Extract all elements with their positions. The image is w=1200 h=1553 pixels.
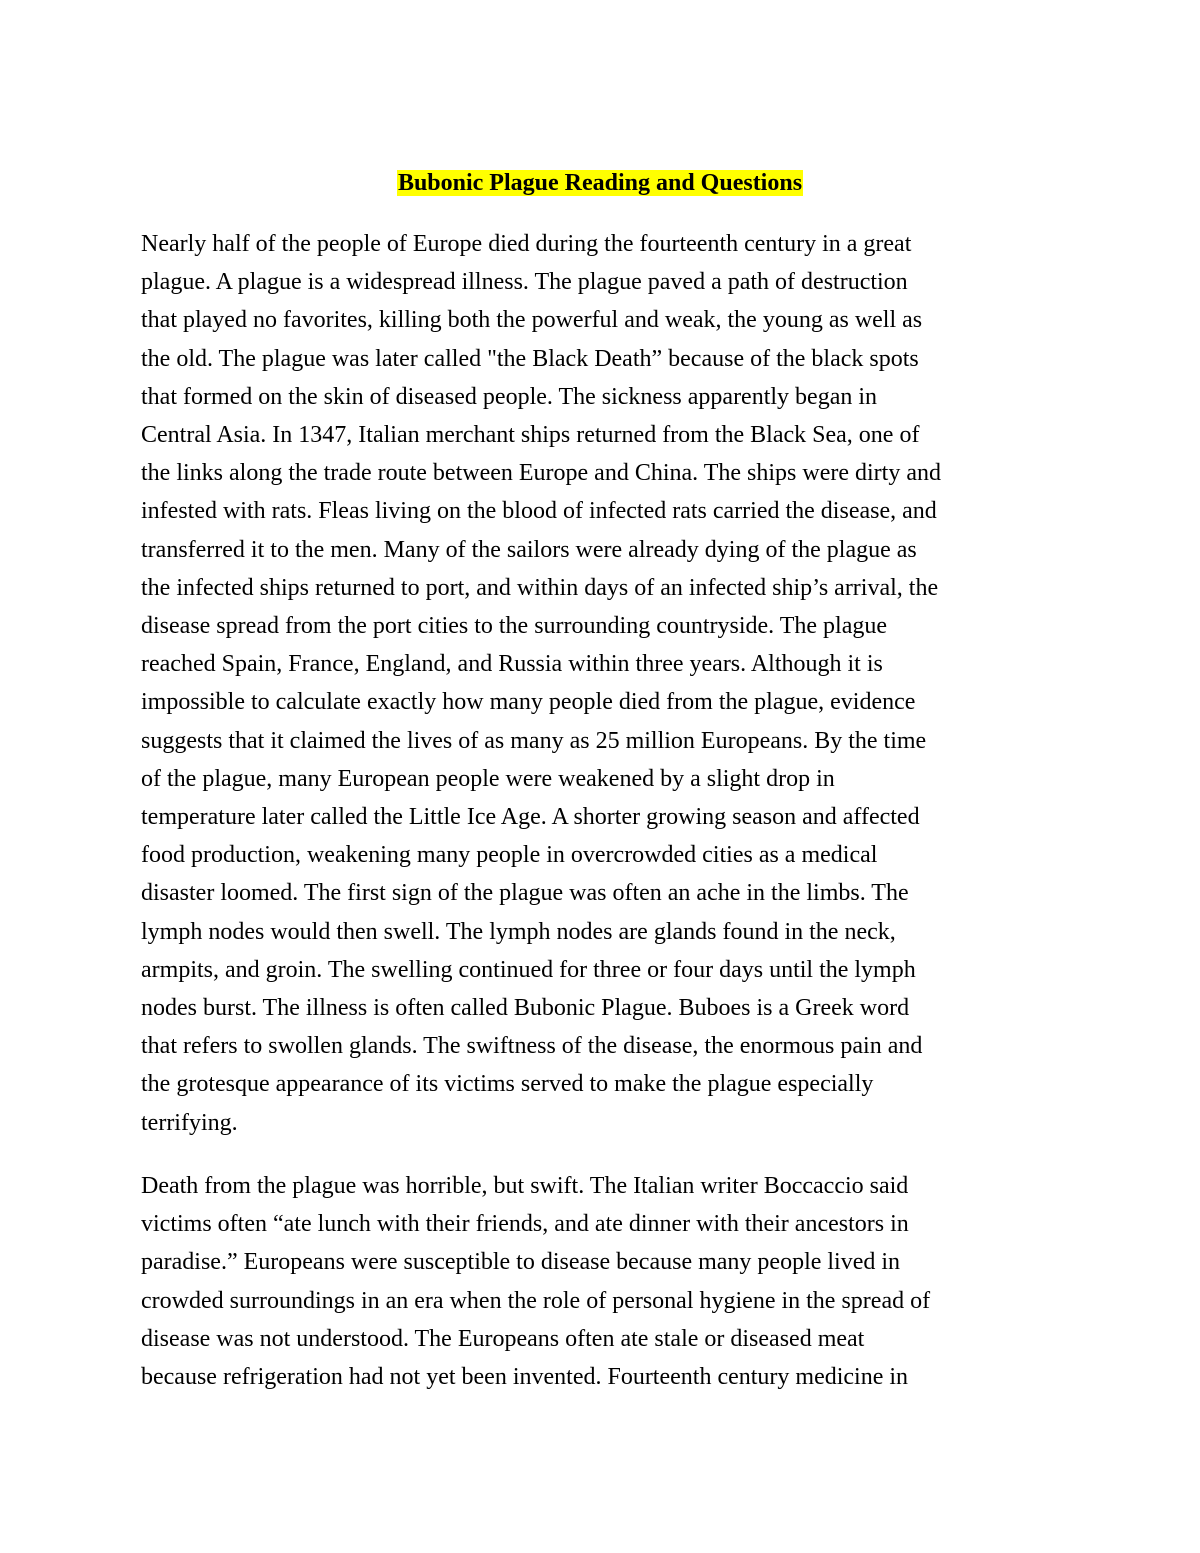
text-line: infested with rats. Fleas living on the blood of infected rats carried the disease, and	[141, 498, 937, 525]
text-line: that played no favorites, killing both the powerful and weak, the young as well as	[141, 307, 923, 334]
text-line: victims often “ate lunch with their friends, and ate dinner with their ancestors in	[141, 1211, 909, 1238]
text-line: suggests that it claimed the lives of as many as 25 million Europeans. By the time	[141, 727, 927, 754]
text-line: that refers to swollen glands. The swiftness of the disease, the enormous pain and	[141, 1033, 923, 1060]
text-line: of the plague, many European people were weakened by a slight drop in	[141, 765, 835, 792]
text-line: transferred it to the men. Many of the sailors were already dying of the plague as	[141, 536, 917, 563]
text-line: nodes burst. The illness is often called Bubonic Plague. Buboes is a Greek word	[141, 995, 910, 1022]
text-line: crowded surroundings in an era when the role of personal hygiene in the spread of	[141, 1287, 931, 1314]
text-line: disease spread from the port cities to the surrounding countryside. The plague	[141, 613, 888, 640]
text-line: temperature later called the Little Ice Age. A shorter growing season and affected	[141, 804, 920, 831]
document-title	[0, 166, 1200, 200]
text-line: that formed on the skin of diseased people. The sickness apparently began in	[141, 383, 878, 410]
text-line: disaster loomed. The first sign of the plague was often an ache in the limbs. The	[141, 880, 909, 907]
document-title-text: Bubonic Plague Reading and Questions	[397, 170, 803, 196]
text-line: reached Spain, France, England, and Russia within three years. Although it is	[141, 651, 883, 678]
text-line: because refrigeration had not yet been invented. Fourteenth century medicine in	[141, 1364, 909, 1391]
text-line: Death from the plague was horrible, but swift. The Italian writer Boccaccio said	[141, 1173, 909, 1199]
text-line: plague. A plague is a widespread illness. The plague paved a path of destruction	[141, 269, 908, 296]
text-line: the old. The plague was later called "the Black Death” because of the black spots	[141, 345, 919, 372]
text-line: terrifying.	[141, 1109, 238, 1136]
text-line: lymph nodes would then swell. The lymph nodes are glands found in the neck,	[141, 918, 896, 945]
paragraph-2	[141, 1167, 1071, 1396]
text-line: impossible to calculate exactly how many people died from the plague, evidence	[141, 689, 916, 716]
text-line: Nearly half of the people of Europe died during the fourteenth century in a great	[141, 231, 912, 257]
text-line: paradise.” Europeans were susceptible to disease because many people lived in	[141, 1249, 901, 1276]
text-line: disease was not understood. The Europeans often ate stale or diseased meat	[141, 1325, 865, 1352]
text-line: food production, weakening many people in overcrowded cities as a medical	[141, 842, 878, 869]
text-line: the infected ships returned to port, and within days of an infected ship’s arrival, the	[141, 574, 939, 601]
text-line: the grotesque appearance of its victims served to make the plague especially	[141, 1071, 874, 1098]
text-line: the links along the trade route between Europe and China. The ships were dirty and	[141, 460, 941, 487]
paragraph-1	[141, 225, 1071, 1142]
text-line: Central Asia. In 1347, Italian merchant ships returned from the Black Sea, one of	[141, 422, 920, 449]
text-line: armpits, and groin. The swelling continued for three or four days until the lymph	[141, 956, 916, 983]
